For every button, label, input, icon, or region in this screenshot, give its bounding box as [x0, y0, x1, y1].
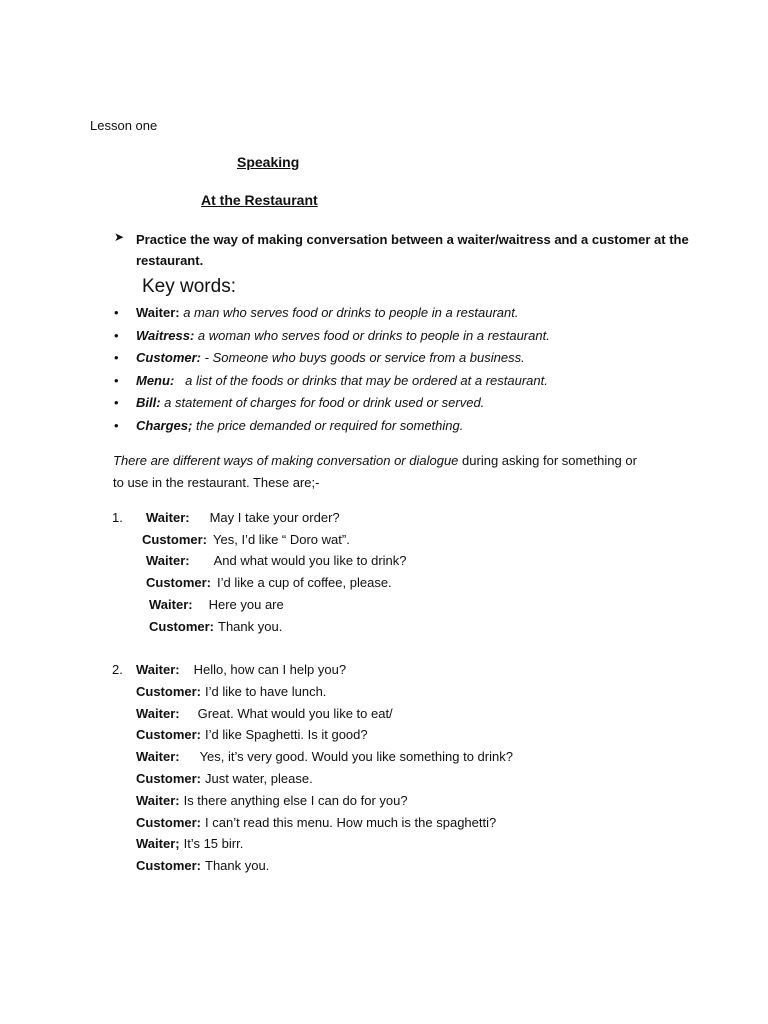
dialogue-text: Hello, how can I help you?	[193, 662, 347, 677]
dialogue-text: And what would you like to drink?	[213, 553, 407, 568]
key-term: Customer:	[136, 350, 202, 366]
dialogue-text: I’d like Spaghetti. Is it good?	[205, 727, 368, 742]
key-term: Waitress:	[136, 327, 195, 343]
section-title-restaurant: At the Restaurant	[201, 192, 318, 208]
dialogue-text: Here you are	[208, 597, 284, 612]
dialogue-text: I’d like a cup of coffee, please.	[217, 575, 392, 590]
key-term: Menu:	[136, 372, 175, 388]
dialogue-line	[136, 858, 269, 874]
dialogue-text: Thank you.	[205, 858, 270, 873]
key-words-heading: Key words:	[142, 276, 236, 297]
bullet-dot-icon: •	[114, 372, 119, 388]
bullet-dot-icon: •	[114, 327, 119, 343]
speaker-label: Waiter:	[146, 553, 190, 568]
dialogue-line	[136, 684, 326, 700]
speaker-label: Customer:	[136, 727, 202, 742]
section-title-speaking: Speaking	[237, 154, 300, 170]
dialogue-line	[149, 597, 284, 613]
dialogue-number: 1.	[112, 510, 123, 525]
key-term: Charges;	[136, 417, 193, 433]
dialogue-line	[146, 553, 407, 569]
dialogue-text: I’d like to have lunch.	[205, 684, 327, 699]
key-definition: a statement of charges for food or drink used or served.	[160, 395, 485, 411]
intro-paragraph-line1	[113, 453, 637, 469]
dialogue-line	[136, 815, 496, 831]
dialogue-line	[146, 575, 392, 591]
arrow-bullet-icon: ➤	[114, 230, 125, 244]
dialogue-line	[146, 510, 340, 526]
speaker-label: Waiter:	[136, 793, 180, 808]
speaker-label: Customer:	[146, 575, 212, 590]
dialogue-line	[136, 706, 393, 722]
key-definition: a woman who serves food or drinks to people in a restaurant.	[194, 327, 550, 343]
dialogue-text: May I take your order?	[209, 510, 340, 525]
key-definition: the price demanded or required for something.	[192, 417, 464, 433]
bullet-dot-icon: •	[114, 395, 119, 411]
dialogue-text: Yes, it’s very good. Would you like something to drink?	[199, 749, 513, 764]
lesson-label: Lesson one	[90, 118, 158, 133]
speaker-label: Waiter:	[136, 662, 180, 677]
bullet-dot-icon: •	[114, 350, 119, 366]
dialogue-text: It’s 15 birr.	[183, 836, 244, 851]
dialogue-text: I can’t read this menu. How much is the spaghetti?	[205, 815, 497, 830]
speaker-label: Waiter;	[136, 836, 180, 851]
dialogue-line	[136, 749, 513, 765]
speaker-label: Waiter:	[136, 749, 180, 764]
bullet-dot-icon: •	[114, 417, 119, 433]
dialogue-line	[136, 836, 243, 852]
key-definition: - Someone who buys goods or service from a business.	[201, 350, 525, 366]
dialogue-line	[136, 793, 408, 809]
dialogue-line	[149, 619, 282, 635]
dialogue-text: Great. What would you like to eat/	[197, 706, 393, 721]
bullet-dot-icon: •	[114, 305, 119, 320]
dialogue-text: Just water, please.	[205, 771, 313, 786]
speaker-label: Customer:	[136, 858, 202, 873]
intro-rest: during asking for something or	[458, 453, 637, 468]
dialogue-line	[136, 662, 346, 678]
dialogue-line	[136, 771, 313, 787]
dialogue-text: Is there anything else I can do for you?	[183, 793, 408, 808]
intro-paragraph-line2: to use in the restaurant. These are;-	[113, 475, 320, 490]
dialogue-text: Thank you.	[218, 619, 283, 634]
speaker-label: Customer:	[136, 815, 202, 830]
speaker-label: Customer:	[142, 532, 208, 547]
speaker-label: Customer:	[136, 771, 202, 786]
speaker-label: Customer:	[149, 619, 215, 634]
key-term: Bill:	[136, 395, 161, 411]
practice-instruction: Practice the way of making conversation between a waiter/waitress and a customer at the restaurant.	[136, 232, 689, 268]
key-definition: a man who serves food or drinks to people in a restaurant.	[179, 305, 519, 320]
key-term: Waiter:	[136, 305, 180, 320]
speaker-label: Waiter:	[136, 706, 180, 721]
speaker-label: Waiter:	[146, 510, 190, 525]
dialogue-line	[142, 532, 350, 548]
dialogue-line	[136, 727, 368, 743]
dialogue-number: 2.	[112, 662, 123, 677]
key-definition: a list of the foods or drinks that may be ordered at a restaurant.	[174, 372, 548, 388]
dialogue-text: Yes, I’d like “ Doro wat”.	[213, 532, 350, 547]
intro-italic: There are different ways of making conversation or dialogue	[113, 453, 459, 468]
speaker-label: Customer:	[136, 684, 202, 699]
speaker-label: Waiter:	[149, 597, 193, 612]
